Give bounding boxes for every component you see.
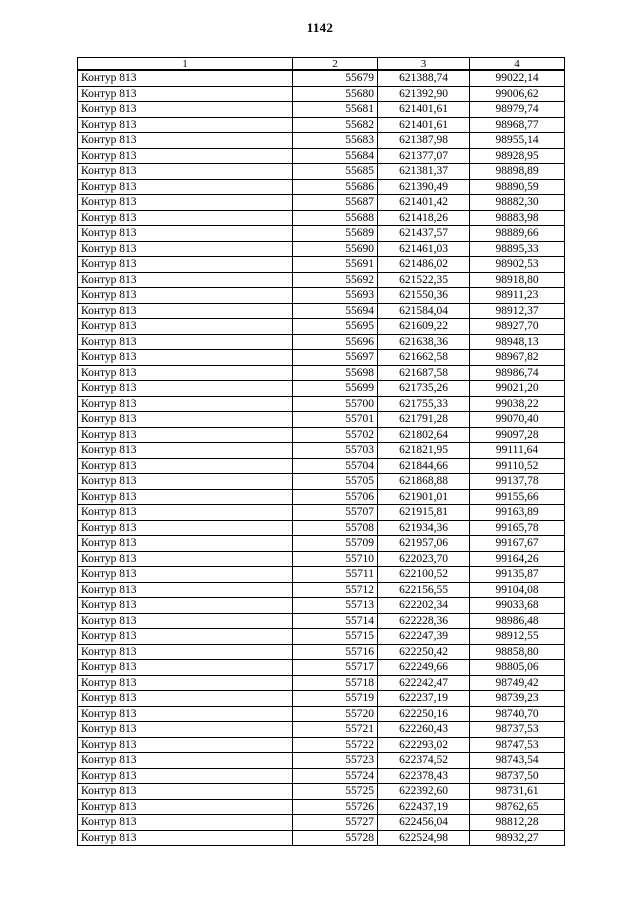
y-coordinate-cell: 98737,50 [470,768,565,784]
point-number-cell: 55691 [293,257,378,273]
point-number-cell: 55694 [293,303,378,319]
table-row [78,520,565,536]
contour-name-cell: Контур 813 [78,753,293,769]
x-coordinate-cell: 621522,35 [378,272,470,288]
table-row [78,768,565,784]
x-coordinate-cell: 621388,74 [378,70,470,86]
y-coordinate-cell: 98812,28 [470,815,565,831]
y-coordinate-cell: 98749,42 [470,675,565,691]
table-row [78,86,565,102]
x-coordinate-cell: 621401,61 [378,102,470,118]
contour-name-cell: Контур 813 [78,784,293,800]
y-coordinate-cell: 99110,52 [470,458,565,474]
table-row [78,567,565,583]
table-row [78,443,565,459]
x-coordinate-cell: 621802,64 [378,427,470,443]
y-coordinate-cell: 98805,06 [470,660,565,676]
contour-name-cell: Контур 813 [78,412,293,428]
x-coordinate-cell: 621638,36 [378,334,470,350]
y-coordinate-cell: 99164,26 [470,551,565,567]
contour-name-cell: Контур 813 [78,582,293,598]
point-number-cell: 55702 [293,427,378,443]
y-coordinate-cell: 99070,40 [470,412,565,428]
point-number-cell: 55684 [293,148,378,164]
contour-name-cell: Контур 813 [78,117,293,133]
point-number-cell: 55722 [293,737,378,753]
table-row [78,396,565,412]
contour-name-cell: Контур 813 [78,257,293,273]
x-coordinate-cell: 621791,28 [378,412,470,428]
table-body [78,70,565,846]
x-coordinate-cell: 621687,58 [378,365,470,381]
point-number-cell: 55717 [293,660,378,676]
x-coordinate-cell: 621915,81 [378,505,470,521]
y-coordinate-cell: 98928,95 [470,148,565,164]
x-coordinate-cell: 621957,06 [378,536,470,552]
y-coordinate-cell: 98955,14 [470,133,565,149]
y-coordinate-cell: 99163,89 [470,505,565,521]
x-coordinate-cell: 622374,52 [378,753,470,769]
x-coordinate-cell: 622247,39 [378,629,470,645]
contour-name-cell: Контур 813 [78,644,293,660]
x-coordinate-cell: 621662,58 [378,350,470,366]
contour-name-cell: Контур 813 [78,768,293,784]
point-number-cell: 55714 [293,613,378,629]
x-coordinate-cell: 622456,04 [378,815,470,831]
point-number-cell: 55713 [293,598,378,614]
x-coordinate-cell: 621550,36 [378,288,470,304]
page-number: 1142 [306,20,334,35]
y-coordinate-cell: 99135,87 [470,567,565,583]
contour-name-cell: Контур 813 [78,210,293,226]
point-number-cell: 55696 [293,334,378,350]
table-row [78,598,565,614]
coordinates-table [77,57,565,846]
point-number-cell: 55708 [293,520,378,536]
point-number-cell: 55710 [293,551,378,567]
table-row [78,536,565,552]
table-row [78,660,565,676]
x-coordinate-cell: 621387,98 [378,133,470,149]
point-number-cell: 55704 [293,458,378,474]
point-number-cell: 55695 [293,319,378,335]
contour-name-cell: Контур 813 [78,443,293,459]
table-row [78,644,565,660]
table-row [78,133,565,149]
point-number-cell: 55716 [293,644,378,660]
x-coordinate-cell: 621609,22 [378,319,470,335]
y-coordinate-cell: 98890,59 [470,179,565,195]
point-number-cell: 55699 [293,381,378,397]
point-number-cell: 55726 [293,799,378,815]
table-row [78,70,565,86]
x-coordinate-cell: 621901,01 [378,489,470,505]
point-number-cell: 55725 [293,784,378,800]
table-row [78,629,565,645]
y-coordinate-cell: 98739,23 [470,691,565,707]
table-row [78,815,565,831]
y-coordinate-cell: 98902,53 [470,257,565,273]
contour-name-cell: Контур 813 [78,675,293,691]
x-coordinate-cell: 621381,37 [378,164,470,180]
x-coordinate-cell: 622202,34 [378,598,470,614]
contour-name-cell: Контур 813 [78,350,293,366]
table-row [78,551,565,567]
table-row [78,474,565,490]
table-row [78,753,565,769]
point-number-cell: 55681 [293,102,378,118]
y-coordinate-cell: 98737,53 [470,722,565,738]
y-coordinate-cell: 99022,14 [470,70,565,86]
x-coordinate-cell: 621844,66 [378,458,470,474]
x-coordinate-cell: 621401,42 [378,195,470,211]
point-number-cell: 55727 [293,815,378,831]
table-row [78,722,565,738]
x-coordinate-cell: 622249,66 [378,660,470,676]
point-number-cell: 55721 [293,722,378,738]
table-row [78,288,565,304]
table-row [78,427,565,443]
table-row [78,272,565,288]
table-row [78,365,565,381]
x-coordinate-cell: 621486,02 [378,257,470,273]
contour-name-cell: Контур 813 [78,365,293,381]
contour-name-cell: Контур 813 [78,613,293,629]
y-coordinate-cell: 99038,22 [470,396,565,412]
x-coordinate-cell: 622293,02 [378,737,470,753]
table-row [78,505,565,521]
table-row [78,830,565,846]
table-row [78,148,565,164]
point-number-cell: 55680 [293,86,378,102]
contour-name-cell: Контур 813 [78,334,293,350]
point-number-cell: 55701 [293,412,378,428]
point-number-cell: 55682 [293,117,378,133]
x-coordinate-cell: 621418,26 [378,210,470,226]
contour-name-cell: Контур 813 [78,660,293,676]
y-coordinate-cell: 98967,82 [470,350,565,366]
y-coordinate-cell: 98895,33 [470,241,565,257]
column-header-2: 2 [293,58,378,71]
x-coordinate-cell: 621392,90 [378,86,470,102]
contour-name-cell: Контур 813 [78,396,293,412]
contour-name-cell: Контур 813 [78,148,293,164]
contour-name-cell: Контур 813 [78,288,293,304]
point-number-cell: 55712 [293,582,378,598]
table-row [78,381,565,397]
y-coordinate-cell: 98740,70 [470,706,565,722]
x-coordinate-cell: 622228,36 [378,613,470,629]
table-row [78,241,565,257]
contour-name-cell: Контур 813 [78,70,293,86]
x-coordinate-cell: 622156,55 [378,582,470,598]
x-coordinate-cell: 622023,70 [378,551,470,567]
point-number-cell: 55705 [293,474,378,490]
contour-name-cell: Контур 813 [78,799,293,815]
point-number-cell: 55728 [293,830,378,846]
point-number-cell: 55692 [293,272,378,288]
y-coordinate-cell: 99111,64 [470,443,565,459]
y-coordinate-cell: 98968,77 [470,117,565,133]
table-row [78,799,565,815]
point-number-cell: 55718 [293,675,378,691]
y-coordinate-cell: 98889,66 [470,226,565,242]
x-coordinate-cell: 621390,49 [378,179,470,195]
point-number-cell: 55707 [293,505,378,521]
point-number-cell: 55723 [293,753,378,769]
point-number-cell: 55679 [293,70,378,86]
contour-name-cell: Контур 813 [78,164,293,180]
contour-name-cell: Контур 813 [78,722,293,738]
point-number-cell: 55687 [293,195,378,211]
table-row [78,613,565,629]
table-row [78,303,565,319]
contour-name-cell: Контур 813 [78,536,293,552]
x-coordinate-cell: 622392,60 [378,784,470,800]
table-row [78,226,565,242]
contour-name-cell: Контур 813 [78,706,293,722]
point-number-cell: 55685 [293,164,378,180]
y-coordinate-cell: 98883,98 [470,210,565,226]
point-number-cell: 55703 [293,443,378,459]
y-coordinate-cell: 98932,27 [470,830,565,846]
y-coordinate-cell: 99155,66 [470,489,565,505]
y-coordinate-cell: 98986,74 [470,365,565,381]
contour-name-cell: Контур 813 [78,458,293,474]
table-row [78,257,565,273]
x-coordinate-cell: 621868,88 [378,474,470,490]
y-coordinate-cell: 98911,23 [470,288,565,304]
y-coordinate-cell: 99033,68 [470,598,565,614]
contour-name-cell: Контур 813 [78,629,293,645]
x-coordinate-cell: 622100,52 [378,567,470,583]
x-coordinate-cell: 622237,19 [378,691,470,707]
table-row [78,412,565,428]
contour-name-cell: Контур 813 [78,226,293,242]
contour-name-cell: Контур 813 [78,427,293,443]
column-header-4: 4 [470,58,565,71]
table-row [78,458,565,474]
y-coordinate-cell: 98747,53 [470,737,565,753]
point-number-cell: 55715 [293,629,378,645]
y-coordinate-cell: 99097,28 [470,427,565,443]
x-coordinate-cell: 622437,19 [378,799,470,815]
point-number-cell: 55686 [293,179,378,195]
table-row [78,164,565,180]
contour-name-cell: Контур 813 [78,102,293,118]
y-coordinate-cell: 98731,61 [470,784,565,800]
y-coordinate-cell: 98918,80 [470,272,565,288]
contour-name-cell: Контур 813 [78,381,293,397]
x-coordinate-cell: 621377,07 [378,148,470,164]
header-row [78,58,565,71]
point-number-cell: 55698 [293,365,378,381]
contour-name-cell: Контур 813 [78,489,293,505]
contour-name-cell: Контур 813 [78,303,293,319]
column-header-3: 3 [378,58,470,71]
contour-name-cell: Контур 813 [78,737,293,753]
point-number-cell: 55690 [293,241,378,257]
contour-name-cell: Контур 813 [78,241,293,257]
point-number-cell: 55688 [293,210,378,226]
contour-name-cell: Контур 813 [78,272,293,288]
x-coordinate-cell: 622242,47 [378,675,470,691]
table-row [78,489,565,505]
point-number-cell: 55711 [293,567,378,583]
table-row [78,691,565,707]
point-number-cell: 55697 [293,350,378,366]
y-coordinate-cell: 98948,13 [470,334,565,350]
table-row [78,195,565,211]
table-row [78,117,565,133]
y-coordinate-cell: 98882,30 [470,195,565,211]
y-coordinate-cell: 98743,54 [470,753,565,769]
contour-name-cell: Контур 813 [78,505,293,521]
x-coordinate-cell: 621584,04 [378,303,470,319]
x-coordinate-cell: 622378,43 [378,768,470,784]
contour-name-cell: Контур 813 [78,179,293,195]
contour-name-cell: Контур 813 [78,474,293,490]
point-number-cell: 55709 [293,536,378,552]
y-coordinate-cell: 99165,78 [470,520,565,536]
table-row [78,675,565,691]
point-number-cell: 55720 [293,706,378,722]
y-coordinate-cell: 98858,80 [470,644,565,660]
x-coordinate-cell: 621437,57 [378,226,470,242]
x-coordinate-cell: 621461,03 [378,241,470,257]
table-header [78,58,565,71]
table-row [78,319,565,335]
point-number-cell: 55724 [293,768,378,784]
contour-name-cell: Контур 813 [78,133,293,149]
point-number-cell: 55683 [293,133,378,149]
y-coordinate-cell: 99167,67 [470,536,565,552]
contour-name-cell: Контур 813 [78,815,293,831]
y-coordinate-cell: 98927,70 [470,319,565,335]
contour-name-cell: Контур 813 [78,520,293,536]
x-coordinate-cell: 622524,98 [378,830,470,846]
contour-name-cell: Контур 813 [78,551,293,567]
contour-name-cell: Контур 813 [78,86,293,102]
table-row [78,784,565,800]
contour-name-cell: Контур 813 [78,195,293,211]
table-row [78,350,565,366]
table-row [78,102,565,118]
contour-name-cell: Контур 813 [78,598,293,614]
contour-name-cell: Контур 813 [78,319,293,335]
y-coordinate-cell: 99137,78 [470,474,565,490]
table-row [78,334,565,350]
table-row [78,582,565,598]
x-coordinate-cell: 622250,16 [378,706,470,722]
x-coordinate-cell: 621735,26 [378,381,470,397]
y-coordinate-cell: 98979,74 [470,102,565,118]
contour-name-cell: Контур 813 [78,567,293,583]
contour-name-cell: Контур 813 [78,691,293,707]
y-coordinate-cell: 99006,62 [470,86,565,102]
table-row [78,179,565,195]
y-coordinate-cell: 99021,20 [470,381,565,397]
y-coordinate-cell: 98912,37 [470,303,565,319]
point-number-cell: 55719 [293,691,378,707]
y-coordinate-cell: 98762,65 [470,799,565,815]
x-coordinate-cell: 621755,33 [378,396,470,412]
point-number-cell: 55706 [293,489,378,505]
x-coordinate-cell: 622260,43 [378,722,470,738]
contour-name-cell: Контур 813 [78,830,293,846]
x-coordinate-cell: 622250,42 [378,644,470,660]
column-header-1: 1 [78,58,293,71]
table-row [78,210,565,226]
table-row [78,706,565,722]
point-number-cell: 55700 [293,396,378,412]
x-coordinate-cell: 621821,95 [378,443,470,459]
point-number-cell: 55689 [293,226,378,242]
x-coordinate-cell: 621401,61 [378,117,470,133]
point-number-cell: 55693 [293,288,378,304]
x-coordinate-cell: 621934,36 [378,520,470,536]
table-row [78,737,565,753]
y-coordinate-cell: 99104,08 [470,582,565,598]
y-coordinate-cell: 98898,89 [470,164,565,180]
y-coordinate-cell: 98986,48 [470,613,565,629]
y-coordinate-cell: 98912,55 [470,629,565,645]
